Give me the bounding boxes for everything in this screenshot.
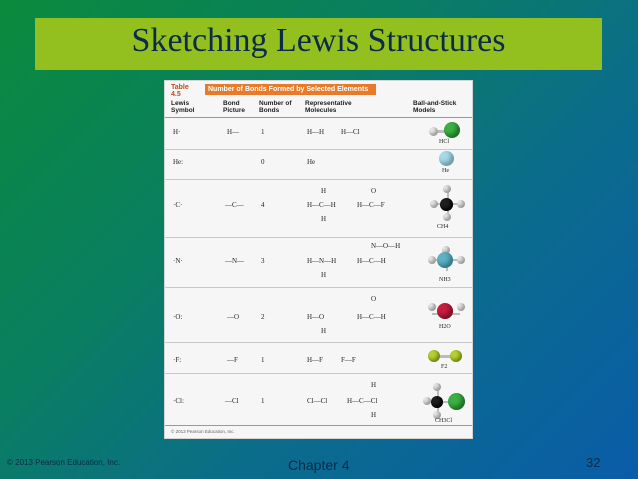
row-o-bond: —O [227, 313, 240, 321]
hydrogen-ball [457, 256, 465, 264]
row-o-molecule-1: H—O [307, 313, 325, 321]
row-divider [165, 287, 472, 288]
row-cl-count: 1 [261, 397, 265, 405]
table-bottom-rule [165, 425, 472, 426]
label-h-bottom: H [371, 411, 377, 419]
table-credit: © 2013 Pearson Education, Inc. [171, 429, 235, 434]
row-o-molecule-2: H—C—H [357, 313, 386, 321]
chlorine-ball [448, 393, 465, 410]
hydrogen-ball [428, 303, 436, 311]
label-o-top: O [371, 295, 377, 303]
label-h-bottom: H [321, 327, 327, 335]
hydrogen-ball [428, 256, 436, 264]
row-he-symbol: He: [173, 158, 184, 166]
model-caption-h2o: H2O [439, 324, 451, 330]
row-o-symbol: ·O: [173, 313, 183, 321]
row-divider [165, 149, 472, 150]
hydrogen-ball [443, 185, 451, 193]
row-c-molecule-2: H—C—F [357, 201, 385, 209]
bonds-table [165, 81, 472, 438]
nitrogen-ball [437, 252, 453, 268]
label-noh: N—O—H [371, 242, 401, 250]
row-cl-bond: —Cl [225, 397, 239, 405]
label-o-top: O [371, 187, 377, 195]
hydrogen-ball [429, 127, 438, 136]
model-caption-he: He [442, 168, 449, 174]
row-n-molecule-2: H—C—H [357, 257, 386, 265]
hydrogen-ball [457, 200, 465, 208]
header-representative-molecules: Representative Molecules [305, 100, 352, 114]
fluorine-ball [450, 350, 462, 362]
fluorine-ball [428, 350, 440, 362]
row-c-count: 4 [261, 201, 265, 209]
row-f-molecule-2: F—F [341, 356, 356, 364]
label-h-bottom: H [321, 271, 327, 279]
row-f-bond: —F [227, 356, 238, 364]
model-caption-f2: F2 [441, 364, 448, 370]
row-he-count: 0 [261, 158, 265, 166]
row-c-bond: —C— [225, 201, 244, 209]
row-h-bond: H— [227, 128, 240, 136]
row-divider [165, 179, 472, 180]
model-caption-nh3: NH3 [439, 277, 451, 283]
table-caption: Number of Bonds Formed by Selected Elements [205, 84, 376, 95]
row-n-symbol: ·N· [173, 257, 183, 265]
hydrogen-ball [443, 213, 451, 221]
row-divider [165, 373, 472, 374]
header-lewis-symbol: Lewis Symbol [171, 100, 195, 114]
row-h-symbol: H· [173, 128, 181, 136]
hydrogen-ball [423, 397, 431, 405]
header-number-of-bonds: Number of Bonds [259, 100, 292, 114]
header-rule [165, 117, 472, 118]
row-f-symbol: ·F: [173, 356, 182, 364]
row-h-count: 1 [261, 128, 265, 136]
label-h-bottom: H [321, 215, 327, 223]
hydrogen-ball [430, 200, 438, 208]
row-cl-molecule-1: Cl—Cl [307, 397, 328, 405]
label-h-top: H [371, 381, 377, 389]
model-caption-ch4: CH4 [437, 224, 449, 230]
model-caption-hcl: HCl [439, 139, 450, 145]
helium-ball [439, 151, 454, 166]
row-c-symbol: ·C· [173, 201, 183, 209]
slide-number: 32 [586, 455, 601, 470]
footer-chapter: Chapter 4 [288, 457, 350, 473]
oxygen-ball [437, 303, 453, 319]
row-h-molecule-1: H—H [307, 128, 325, 136]
row-c-molecule-1: H—C—H [307, 201, 336, 209]
header-bond-picture: Bond Picture [223, 100, 246, 114]
footer-copyright: © 2013 Pearson Education, Inc. [7, 458, 121, 467]
row-divider [165, 237, 472, 238]
row-cl-symbol: ·Cl: [173, 397, 184, 405]
row-h-molecule-2: H—Cl [341, 128, 360, 136]
carbon-ball [431, 396, 443, 408]
hydrogen-ball [457, 303, 465, 311]
title-bar [35, 18, 602, 70]
carbon-ball [440, 198, 453, 211]
label-h-top: H [321, 187, 327, 195]
row-f-molecule-1: H—F [307, 356, 323, 364]
row-n-molecule-1: H—N—H [307, 257, 337, 265]
slide-title: Sketching Lewis Structures [131, 22, 506, 59]
row-cl-molecule-2: H—C—Cl [347, 397, 378, 405]
chlorine-ball [444, 122, 460, 138]
row-he-molecule: He [307, 158, 316, 166]
row-divider [165, 342, 472, 343]
header-ball-stick: Ball-and-Stick Models [413, 100, 457, 114]
row-n-count: 3 [261, 257, 265, 265]
row-o-count: 2 [261, 313, 265, 321]
table-number: Table 4.5 [171, 84, 189, 98]
model-caption-ch3cl: CH3Cl [435, 418, 453, 424]
hydrogen-ball [433, 383, 441, 391]
row-f-count: 1 [261, 356, 265, 364]
row-n-bond: —N— [225, 257, 245, 265]
